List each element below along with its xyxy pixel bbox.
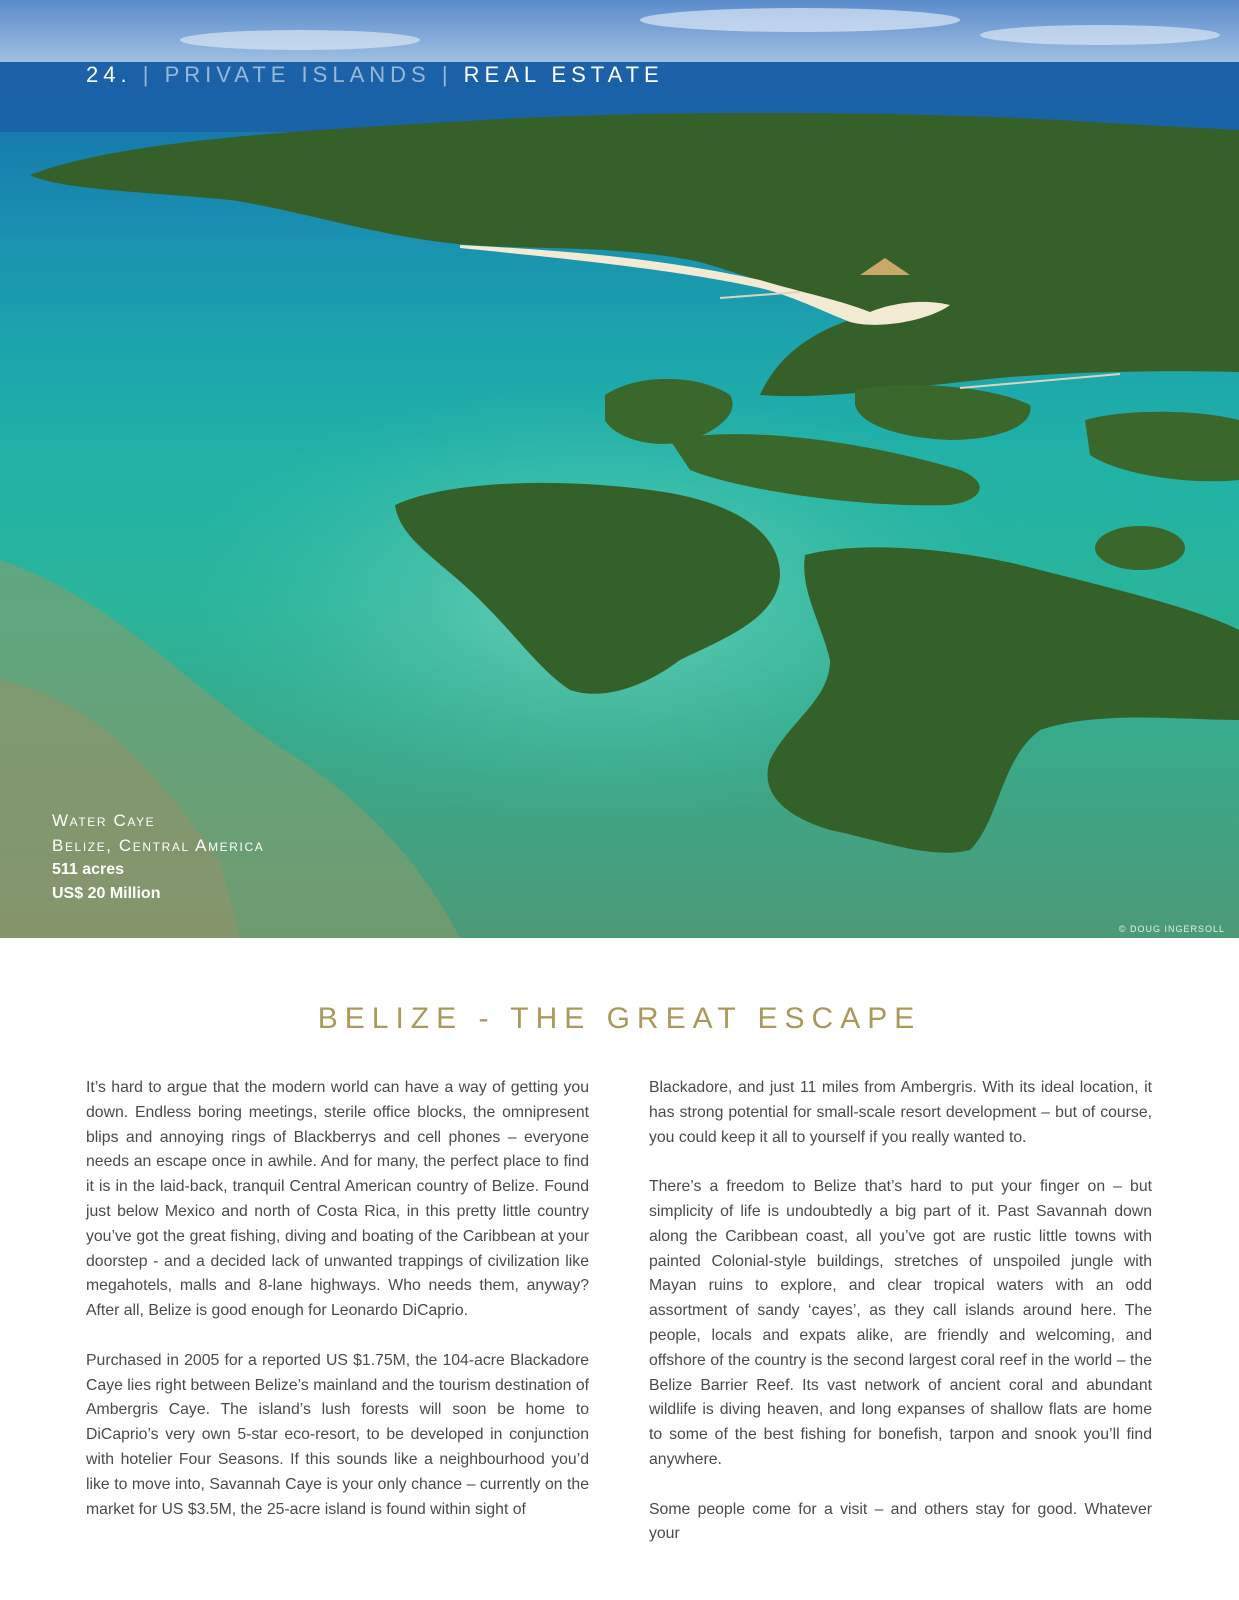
header-separator: |: [441, 62, 453, 87]
running-header: [86, 62, 664, 88]
caption-location: Belize, Central America: [52, 836, 265, 855]
paragraph: Some people come for a visit – and others stay for good. Whatever your: [649, 1500, 1152, 1543]
main-island: [30, 113, 1239, 396]
caption-island-name: Water Caye: [52, 811, 156, 830]
header-section-private-islands: PRIVATE ISLANDS: [164, 62, 431, 87]
header-section-real-estate: REAL ESTATE: [463, 62, 664, 87]
caption-size: 511 acres: [52, 861, 125, 878]
caption-price: US$ 20 Million: [52, 885, 161, 902]
article-column-right: [649, 1076, 1152, 1572]
islet-5: [1095, 526, 1185, 570]
page-number: 24.: [86, 62, 132, 87]
islet-4: [1085, 412, 1239, 482]
islet-7: [768, 547, 1239, 852]
photo-credit: © DOUG INGERSOLL: [1118, 924, 1225, 934]
paragraph: Blackadore, and just 11 miles from Ambergris. With its ideal location, it has strong potential for small-scale resort development – but of course, you could keep it all to yourself if you really wanted to.: [649, 1079, 1152, 1146]
paragraph: Purchased in 2005 for a reported US $1.75M, the 104-acre Blackadore Caye lies right between Belize’s mainland and the tourism destination of Ambergris Caye. The island’s lush forests will soon be home to DiCaprio’s very own 5-star eco-resort, to be developed in conjunction with hotelier Four Seasons. If this sounds like a neighbourhood you’d like to move into, Savannah Caye is your only chance – currently on the market for US $3.5M, the 25-acre island is found within sight of: [86, 1351, 589, 1518]
article-column-left: [86, 1076, 589, 1547]
paragraph: There’s a freedom to Belize that’s hard to put your finger on – but simplicity of life is undoubtedly a big part of it. Past Savannah down along the Caribbean coast, all you’ve got are rustic little towns with painted Colonial-style buildings, stretches of unspoiled jungle with Mayan ruins to explore, and clear tropical waters with an odd assortment of sandy ‘cayes’, as they call islands around here. The people, locals and expats alike, are friendly and welcoming, and offshore of the country is the second largest coral reef in the world – the Belize Barrier Reef. Its vast network of ancient coral and abundant wildlife is diving heaven, and long expanses of shallow flats are home to some of the best fishing for bonefish, tarpon and snook you’ll find anywhere.: [649, 1178, 1152, 1468]
islet-3: [855, 385, 1030, 440]
photo-caption: [52, 808, 264, 906]
paragraph: It’s hard to argue that the modern world can have a way of getting you down. Endless boring meetings, sterile office blocks, the omnipresent blips and annoying rings of Blackberrys and cell phones – everyone needs an escape once in awhile. And for many, the perfect place to find it is in the laid-back, tranquil Central American country of Belize. Found just below Mexico and north of Costa Rica, in this pretty little country you’ve got the great fishing, diving and boating of the Caribbean at your doorstep - and a decided lack of unwanted trappings of civilization like megahotels, malls and 8-lane highways. Who needs them, anyway? After all, Belize is good enough for Leonardo DiCaprio.: [86, 1079, 589, 1320]
header-separator: |: [142, 62, 154, 87]
article-title: BELIZE - THE GREAT ESCAPE: [317, 1002, 922, 1035]
